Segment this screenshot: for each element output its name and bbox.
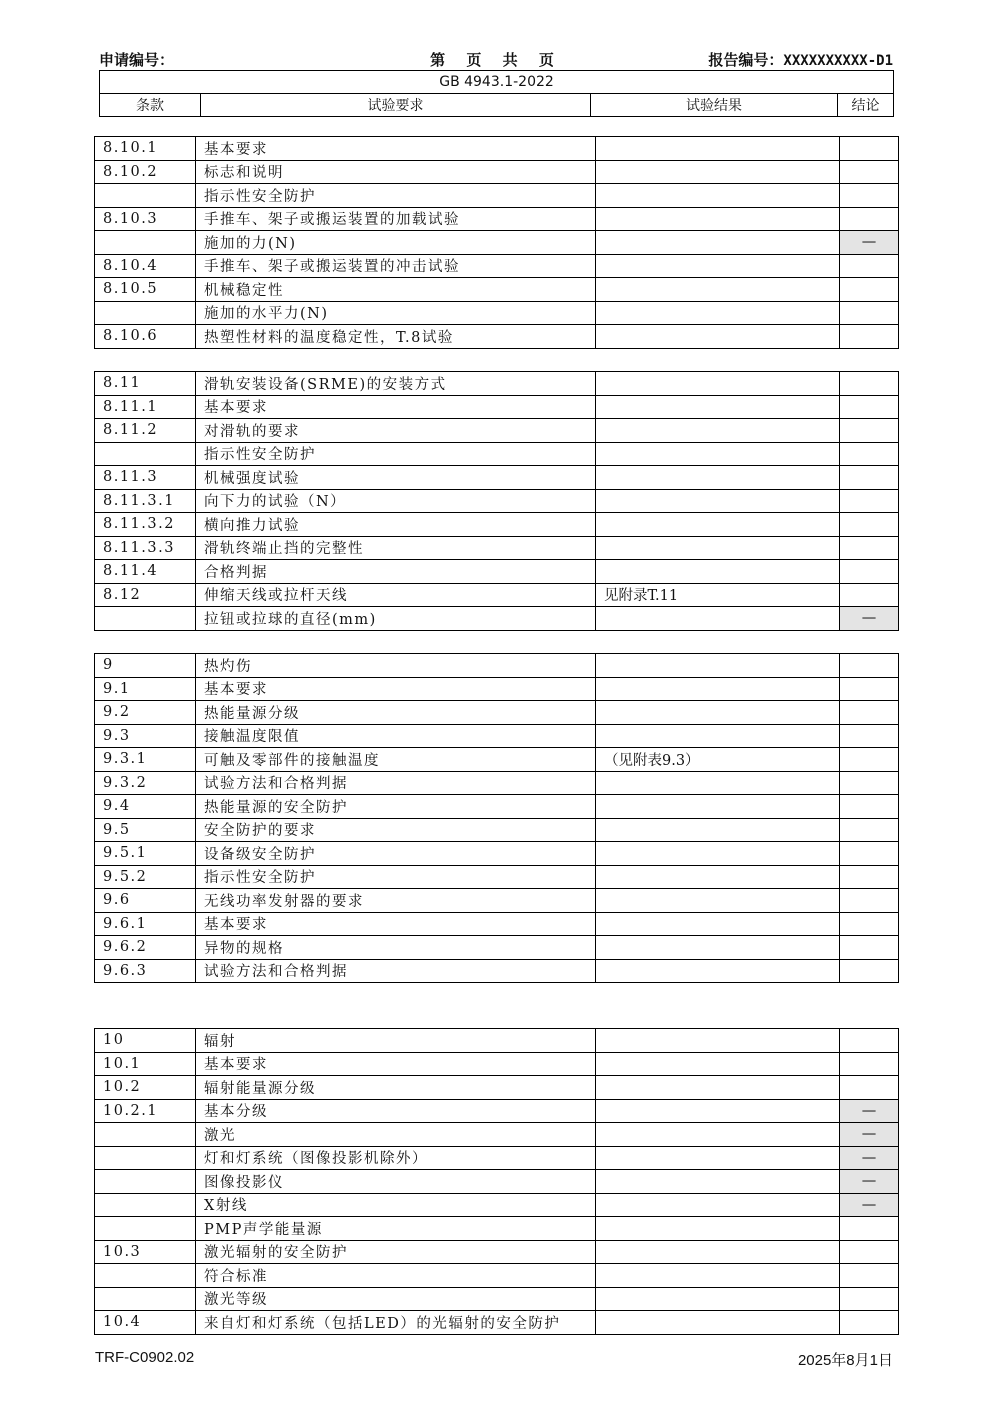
table-row (95, 1099, 899, 1123)
clause-cell (95, 1193, 196, 1217)
result-cell (596, 137, 840, 161)
clause-cell: 10.2 (95, 1076, 196, 1100)
requirement-cell: 基本要求 (196, 677, 596, 701)
clause-cell: 9 (95, 654, 196, 678)
requirement-cell: 激光 (196, 1123, 596, 1147)
result-cell (596, 795, 840, 819)
result-cell (596, 1052, 840, 1076)
requirement-cell: 基本要求 (196, 912, 596, 936)
requirement-cell: 来自灯和灯系统（包括LED）的光辐射的安全防护 (196, 1311, 596, 1335)
table-row (95, 325, 899, 349)
result-cell (596, 1146, 840, 1170)
conclusion-cell (840, 372, 899, 396)
table-row (95, 395, 899, 419)
table-row (95, 1170, 899, 1194)
requirement-cell: 机械稳定性 (196, 278, 596, 302)
conclusion-cell: — (840, 607, 899, 631)
table-row (95, 160, 899, 184)
conclusion-cell (840, 1240, 899, 1264)
clause-cell: 10.3 (95, 1240, 196, 1264)
clause-cell: 8.11.3.1 (95, 489, 196, 513)
table-row (95, 1029, 899, 1053)
requirement-cell: 可触及零部件的接触温度 (196, 748, 596, 772)
conclusion-cell (840, 1052, 899, 1076)
conclusion-cell: — (840, 1123, 899, 1147)
table-row (95, 912, 899, 936)
result-cell (596, 278, 840, 302)
result-cell: （见附表9.3） (596, 748, 840, 772)
requirement-cell: 合格判据 (196, 560, 596, 584)
requirement-cell: 手推车、架子或搬运装置的加载试验 (196, 207, 596, 231)
result-cell (596, 1170, 840, 1194)
result-cell (596, 325, 840, 349)
result-cell (596, 1099, 840, 1123)
table-row (95, 1076, 899, 1100)
requirement-cell: 横向推力试验 (196, 513, 596, 537)
result-cell (596, 536, 840, 560)
requirement-cell: 试验方法和合格判据 (196, 959, 596, 983)
conclusion-cell (840, 795, 899, 819)
clause-cell (95, 1264, 196, 1288)
conclusion-cell (840, 842, 899, 866)
table-row (95, 1264, 899, 1288)
conclusion-cell (840, 1311, 899, 1335)
clause-cell: 9.5 (95, 818, 196, 842)
requirement-cell: 向下力的试验（N） (196, 489, 596, 513)
requirement-cell: 激光等级 (196, 1287, 596, 1311)
page-counter: 第 页 共 页 (430, 51, 562, 69)
conclusion-cell (840, 536, 899, 560)
application-no-label: 申请编号： (99, 51, 175, 69)
result-cell (596, 912, 840, 936)
result-cell (596, 1264, 840, 1288)
clause-cell (95, 1170, 196, 1194)
requirement-cell: 热塑性材料的温度稳定性，T.8试验 (196, 325, 596, 349)
table-row (95, 583, 899, 607)
table-row (95, 442, 899, 466)
result-cell (596, 865, 840, 889)
requirement-cell: 辐射 (196, 1029, 596, 1053)
conclusion-cell: — (840, 231, 899, 255)
clause-cell (95, 184, 196, 208)
table-row (95, 513, 899, 537)
requirement-cell: 符合标准 (196, 1264, 596, 1288)
requirement-cell: 灯和灯系统（图像投影机除外） (196, 1146, 596, 1170)
conclusion-cell (840, 677, 899, 701)
conclusion-cell (840, 1029, 899, 1053)
table-row (95, 1311, 899, 1335)
conclusion-cell (840, 442, 899, 466)
clause-cell: 9.3.2 (95, 771, 196, 795)
requirement-cell: 对滑轨的要求 (196, 419, 596, 443)
requirement-cell: 激光辐射的安全防护 (196, 1240, 596, 1264)
result-cell (596, 842, 840, 866)
conclusion-cell: — (840, 1146, 899, 1170)
requirement-cell: 热能量源分级 (196, 701, 596, 725)
clause-cell: 9.5.2 (95, 865, 196, 889)
conclusion-cell (840, 513, 899, 537)
result-cell (596, 1240, 840, 1264)
requirement-cell: 拉钮或拉球的直径(mm) (196, 607, 596, 631)
result-cell (596, 818, 840, 842)
clause-cell (95, 442, 196, 466)
clause-cell: 9.1 (95, 677, 196, 701)
table-row (95, 1217, 899, 1241)
table-row (95, 654, 899, 678)
result-cell (596, 301, 840, 325)
report-no (708, 49, 893, 70)
result-cell (596, 771, 840, 795)
requirement-cell: 图像投影仪 (196, 1170, 596, 1194)
requirement-cell: 基本分级 (196, 1099, 596, 1123)
table-row (95, 771, 899, 795)
clause-cell: 9.3 (95, 724, 196, 748)
clause-cell: 8.11.2 (95, 419, 196, 443)
table-row (95, 1240, 899, 1264)
form-date: 2025年8月1日 (797, 1352, 893, 1369)
table-row (95, 466, 899, 490)
result-cell (596, 1076, 840, 1100)
conclusion-cell: — (840, 1099, 899, 1123)
requirement-cell: 设备级安全防护 (196, 842, 596, 866)
clause-cell: 9.6.3 (95, 959, 196, 983)
clause-cell: 8.10.6 (95, 325, 196, 349)
conclusion-cell (840, 560, 899, 584)
result-cell (596, 466, 840, 490)
requirement-cell: 机械强度试验 (196, 466, 596, 490)
clause-cell: 9.6.1 (95, 912, 196, 936)
conclusion-cell (840, 395, 899, 419)
conclusion-cell (840, 207, 899, 231)
requirement-cell: 热能量源的安全防护 (196, 795, 596, 819)
requirement-cell: 基本要求 (196, 137, 596, 161)
table-row (95, 724, 899, 748)
clause-cell: 8.11.3.2 (95, 513, 196, 537)
result-cell (596, 442, 840, 466)
column-header-requirement: 试验要求 (201, 94, 591, 117)
requirement-cell: 滑轨终端止挡的完整性 (196, 536, 596, 560)
table-row (95, 795, 899, 819)
table-row (95, 748, 899, 772)
result-cell (596, 889, 840, 913)
table-row (95, 1052, 899, 1076)
conclusion-cell (840, 254, 899, 278)
table-row (95, 489, 899, 513)
conclusion-cell (840, 1264, 899, 1288)
result-cell (596, 1287, 840, 1311)
table-row (95, 254, 899, 278)
page-header (99, 49, 893, 69)
table-row (95, 701, 899, 725)
conclusion-cell (840, 137, 899, 161)
table-row (95, 207, 899, 231)
result-cell (596, 1029, 840, 1053)
table-row (95, 865, 899, 889)
report-no-value: XXXXXXXXXX-D1 (783, 53, 893, 69)
conclusion-cell (840, 912, 899, 936)
result-cell (596, 489, 840, 513)
conclusion-cell (840, 818, 899, 842)
result-cell (596, 1217, 840, 1241)
table-row (95, 419, 899, 443)
standard-title: GB 4943.1-2022 (100, 71, 894, 94)
conclusion-cell (840, 959, 899, 983)
table-row (95, 137, 899, 161)
conclusion-cell (840, 1076, 899, 1100)
requirement-cell: 施加的水平力(N) (196, 301, 596, 325)
table-row (95, 301, 899, 325)
requirement-cell: 基本要求 (196, 395, 596, 419)
clause-cell: 9.4 (95, 795, 196, 819)
result-cell (596, 607, 840, 631)
requirement-cell: 接触温度限值 (196, 724, 596, 748)
form-number: TRF-C0902.02 (95, 1349, 195, 1366)
conclusion-cell (840, 1287, 899, 1311)
conclusion-cell (840, 184, 899, 208)
table-row (95, 1287, 899, 1311)
result-cell (596, 1123, 840, 1147)
table-row (95, 1193, 899, 1217)
result-cell (596, 959, 840, 983)
section-table-10 (94, 1028, 899, 1335)
result-cell (596, 654, 840, 678)
clause-cell: 8.10.5 (95, 278, 196, 302)
column-header-table (99, 70, 894, 117)
result-cell (596, 395, 840, 419)
table-row (95, 560, 899, 584)
clause-cell: 9.6.2 (95, 936, 196, 960)
conclusion-cell (840, 325, 899, 349)
result-cell (596, 1311, 840, 1335)
result-cell (596, 701, 840, 725)
clause-cell (95, 607, 196, 631)
clause-cell: 8.10.3 (95, 207, 196, 231)
requirement-cell: 伸缩天线或拉杆天线 (196, 583, 596, 607)
clause-cell (95, 1287, 196, 1311)
conclusion-cell (840, 419, 899, 443)
requirement-cell: 安全防护的要求 (196, 818, 596, 842)
clause-cell: 8.10.4 (95, 254, 196, 278)
clause-cell: 10 (95, 1029, 196, 1053)
clause-cell (95, 301, 196, 325)
clause-cell: 10.1 (95, 1052, 196, 1076)
conclusion-cell (840, 865, 899, 889)
table-row (95, 842, 899, 866)
table-row (95, 889, 899, 913)
conclusion-cell (840, 771, 899, 795)
clause-cell (95, 1217, 196, 1241)
conclusion-cell (840, 466, 899, 490)
section-table-8-11 (94, 371, 899, 631)
report-no-label: 报告编号： (708, 51, 784, 69)
requirement-cell: PMP声学能量源 (196, 1217, 596, 1241)
clause-cell: 9.3.1 (95, 748, 196, 772)
requirement-cell: 辐射能量源分级 (196, 1076, 596, 1100)
requirement-cell: 热灼伤 (196, 654, 596, 678)
clause-cell: 8.12 (95, 583, 196, 607)
conclusion-cell: — (840, 1193, 899, 1217)
result-cell (596, 677, 840, 701)
conclusion-cell (840, 654, 899, 678)
requirement-cell: 指示性安全防护 (196, 184, 596, 208)
section-table-8-10 (94, 136, 899, 349)
clause-cell: 8.11.1 (95, 395, 196, 419)
clause-cell: 8.11 (95, 372, 196, 396)
requirement-cell: X射线 (196, 1193, 596, 1217)
result-cell (596, 560, 840, 584)
result-cell (596, 1193, 840, 1217)
table-row (95, 936, 899, 960)
clause-cell (95, 231, 196, 255)
conclusion-cell (840, 489, 899, 513)
conclusion-cell (840, 748, 899, 772)
conclusion-cell (840, 724, 899, 748)
result-cell (596, 419, 840, 443)
requirement-cell: 指示性安全防护 (196, 865, 596, 889)
clause-cell: 9.5.1 (95, 842, 196, 866)
result-cell: 见附录T.11 (596, 583, 840, 607)
column-header-conclusion: 结论 (838, 94, 894, 117)
clause-cell: 8.11.3.3 (95, 536, 196, 560)
table-row (95, 184, 899, 208)
column-header-result: 试验结果 (591, 94, 838, 117)
requirement-cell: 无线功率发射器的要求 (196, 889, 596, 913)
conclusion-cell (840, 583, 899, 607)
conclusion-cell: — (840, 1170, 899, 1194)
requirement-cell: 滑轨安装设备(SRME)的安装方式 (196, 372, 596, 396)
table-row (95, 818, 899, 842)
conclusion-cell (840, 1217, 899, 1241)
requirement-cell: 指示性安全防护 (196, 442, 596, 466)
conclusion-cell (840, 936, 899, 960)
table-row (95, 1146, 899, 1170)
clause-cell: 10.4 (95, 1311, 196, 1335)
conclusion-cell (840, 301, 899, 325)
result-cell (596, 207, 840, 231)
conclusion-cell (840, 160, 899, 184)
table-row (95, 1123, 899, 1147)
clause-cell: 9.6 (95, 889, 196, 913)
conclusion-cell (840, 278, 899, 302)
column-header-clause: 条款 (100, 94, 201, 117)
conclusion-cell (840, 889, 899, 913)
result-cell (596, 513, 840, 537)
requirement-cell: 手推车、架子或搬运装置的冲击试验 (196, 254, 596, 278)
table-row (95, 677, 899, 701)
conclusion-cell (840, 701, 899, 725)
section-table-9 (94, 653, 899, 983)
result-cell (596, 184, 840, 208)
requirement-cell: 基本要求 (196, 1052, 596, 1076)
clause-cell: 10.2.1 (95, 1099, 196, 1123)
result-cell (596, 936, 840, 960)
requirement-cell: 施加的力(N) (196, 231, 596, 255)
table-row (95, 536, 899, 560)
table-row (95, 959, 899, 983)
clause-cell: 8.11.3 (95, 466, 196, 490)
requirement-cell: 异物的规格 (196, 936, 596, 960)
requirement-cell: 标志和说明 (196, 160, 596, 184)
table-row (95, 278, 899, 302)
clause-cell: 9.2 (95, 701, 196, 725)
clause-cell: 8.11.4 (95, 560, 196, 584)
result-cell (596, 160, 840, 184)
table-row (95, 607, 899, 631)
requirement-cell: 试验方法和合格判据 (196, 771, 596, 795)
result-cell (596, 724, 840, 748)
result-cell (596, 254, 840, 278)
table-row (95, 372, 899, 396)
result-cell (596, 231, 840, 255)
table-row (95, 231, 899, 255)
clause-cell: 8.10.2 (95, 160, 196, 184)
clause-cell (95, 1123, 196, 1147)
clause-cell: 8.10.1 (95, 137, 196, 161)
result-cell (596, 372, 840, 396)
clause-cell (95, 1146, 196, 1170)
